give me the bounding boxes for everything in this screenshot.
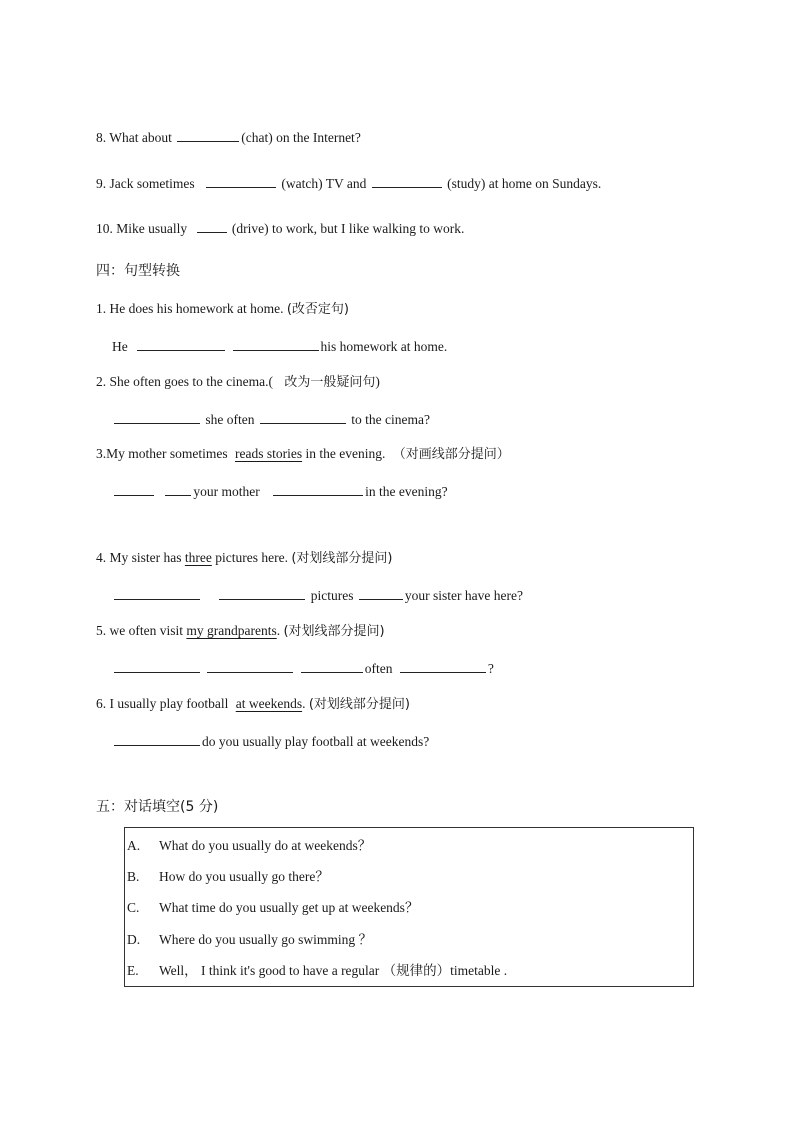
s6-text: 6. I usually play football (96, 696, 229, 711)
a4-blank-1[interactable] (114, 585, 200, 600)
option-d-text: Where do you usually go swimming ？ (159, 932, 372, 947)
answer-6 (112, 731, 429, 751)
a4-mid: pictures (310, 588, 354, 603)
answer-1 (112, 336, 447, 356)
part4-heading: 四：句型转换 (96, 263, 180, 279)
option-d-letter: D. (127, 932, 141, 947)
sentence-1 (96, 300, 349, 319)
a6-blank[interactable] (114, 731, 200, 746)
s4-note: (对划线部分提问) (291, 551, 393, 566)
q9-mid: TV and (325, 176, 367, 191)
q10-blank[interactable] (197, 218, 227, 233)
a3-post: in the evening? (365, 484, 448, 499)
s3-text: 3.My mother sometimes (96, 446, 228, 461)
a5-blank-4[interactable] (400, 658, 486, 673)
a4-blank-2[interactable] (219, 585, 305, 600)
s3-note: （对画线部分提问） (392, 447, 510, 462)
q9-text: 9. Jack sometimes (96, 176, 195, 191)
option-d (127, 931, 372, 949)
s1-note: (改否定句) (286, 302, 349, 317)
s5-text: 5. we often visit (96, 623, 183, 638)
s2-close: ) (375, 374, 380, 389)
q10-hint: (drive) (231, 221, 269, 236)
q10-text: 10. Mike usually (96, 221, 188, 236)
s2-text: 2. She often goes to the cinema.( (96, 374, 273, 389)
a3-blank-1[interactable] (114, 481, 154, 496)
answer-2 (112, 409, 430, 429)
option-e-text: Well， I think it's good to have a regular （规律的）timetable . (159, 963, 508, 978)
q9-blank-1[interactable] (206, 173, 276, 188)
sentence-4 (96, 549, 392, 568)
s6-note: (对划线部分提问) (308, 697, 410, 712)
question-9 (96, 173, 601, 193)
s4-post: pictures here. (215, 550, 288, 565)
option-c-text: What time do you usually get up at weekends？ (159, 900, 419, 915)
a6-post: do you usually play football at weekends? (202, 734, 430, 749)
s2-note: 改为一般疑问句 (284, 375, 376, 390)
question-10 (96, 218, 464, 238)
option-e (127, 962, 507, 980)
s3-post: in the evening. (305, 446, 386, 461)
s6-post: . (302, 696, 306, 711)
a5-blank-2[interactable] (207, 658, 293, 673)
option-b-letter: B. (127, 869, 140, 884)
q8-blank[interactable] (177, 127, 239, 142)
s4-text: 4. My sister has (96, 550, 182, 565)
option-a-letter: A. (127, 838, 141, 853)
s5-note: (对划线部分提问) (283, 624, 385, 639)
dialogue-options-box (124, 827, 694, 987)
answer-5 (112, 658, 494, 678)
q9-hint-2: (study) (447, 176, 486, 191)
a1-pre: He (112, 339, 128, 354)
a3-mid: your mother (193, 484, 260, 499)
s3-underlined: reads stories (235, 446, 303, 461)
q10-post: to work, but I like walking to work. (271, 221, 465, 236)
a2-mid: she often (205, 412, 255, 427)
q8-hint: (chat) (241, 130, 273, 145)
a2-post: to the cinema? (351, 412, 430, 427)
option-e-letter: E. (127, 963, 139, 978)
s5-post: . (276, 623, 281, 638)
option-c (127, 899, 418, 917)
q8-post: on the Internet? (276, 130, 361, 145)
s4-underlined: three (184, 550, 212, 565)
a1-blank-2[interactable] (233, 336, 319, 351)
s5-underlined: my grandparents (186, 623, 277, 638)
s1-text: 1. He does his homework at home. (96, 301, 284, 316)
option-b (127, 868, 329, 886)
sentence-6 (96, 695, 410, 714)
a4-blank-3[interactable] (359, 585, 403, 600)
sentence-2 (96, 373, 380, 392)
answer-4 (112, 585, 523, 605)
a5-blank-3[interactable] (301, 658, 363, 673)
a3-blank-3[interactable] (273, 481, 363, 496)
sentence-3 (96, 445, 510, 464)
sentence-5 (96, 622, 385, 641)
answer-3 (112, 481, 448, 501)
q8-text: 8. What about (96, 130, 172, 145)
a5-mid: often (364, 661, 393, 676)
option-b-text: How do you usually go there？ (159, 869, 329, 884)
a3-blank-2[interactable] (165, 481, 191, 496)
part5-heading: 五：对话填空(5 分) (96, 799, 219, 815)
a2-blank-2[interactable] (260, 409, 346, 424)
q9-blank-2[interactable] (372, 173, 442, 188)
a2-blank-1[interactable] (114, 409, 200, 424)
a1-post: his homework at home. (320, 339, 448, 354)
question-8 (96, 127, 361, 147)
a5-post: ? (487, 661, 494, 676)
a5-blank-1[interactable] (114, 658, 200, 673)
q9-hint-1: (watch) (281, 176, 323, 191)
q9-post: at home on Sundays. (488, 176, 602, 191)
option-a-text: What do you usually do at weekends？ (159, 838, 372, 853)
s6-underlined: at weekends (235, 696, 303, 711)
option-c-letter: C. (127, 900, 140, 915)
a4-post: your sister have here? (404, 588, 523, 603)
option-a (127, 837, 371, 855)
a1-blank-1[interactable] (137, 336, 225, 351)
